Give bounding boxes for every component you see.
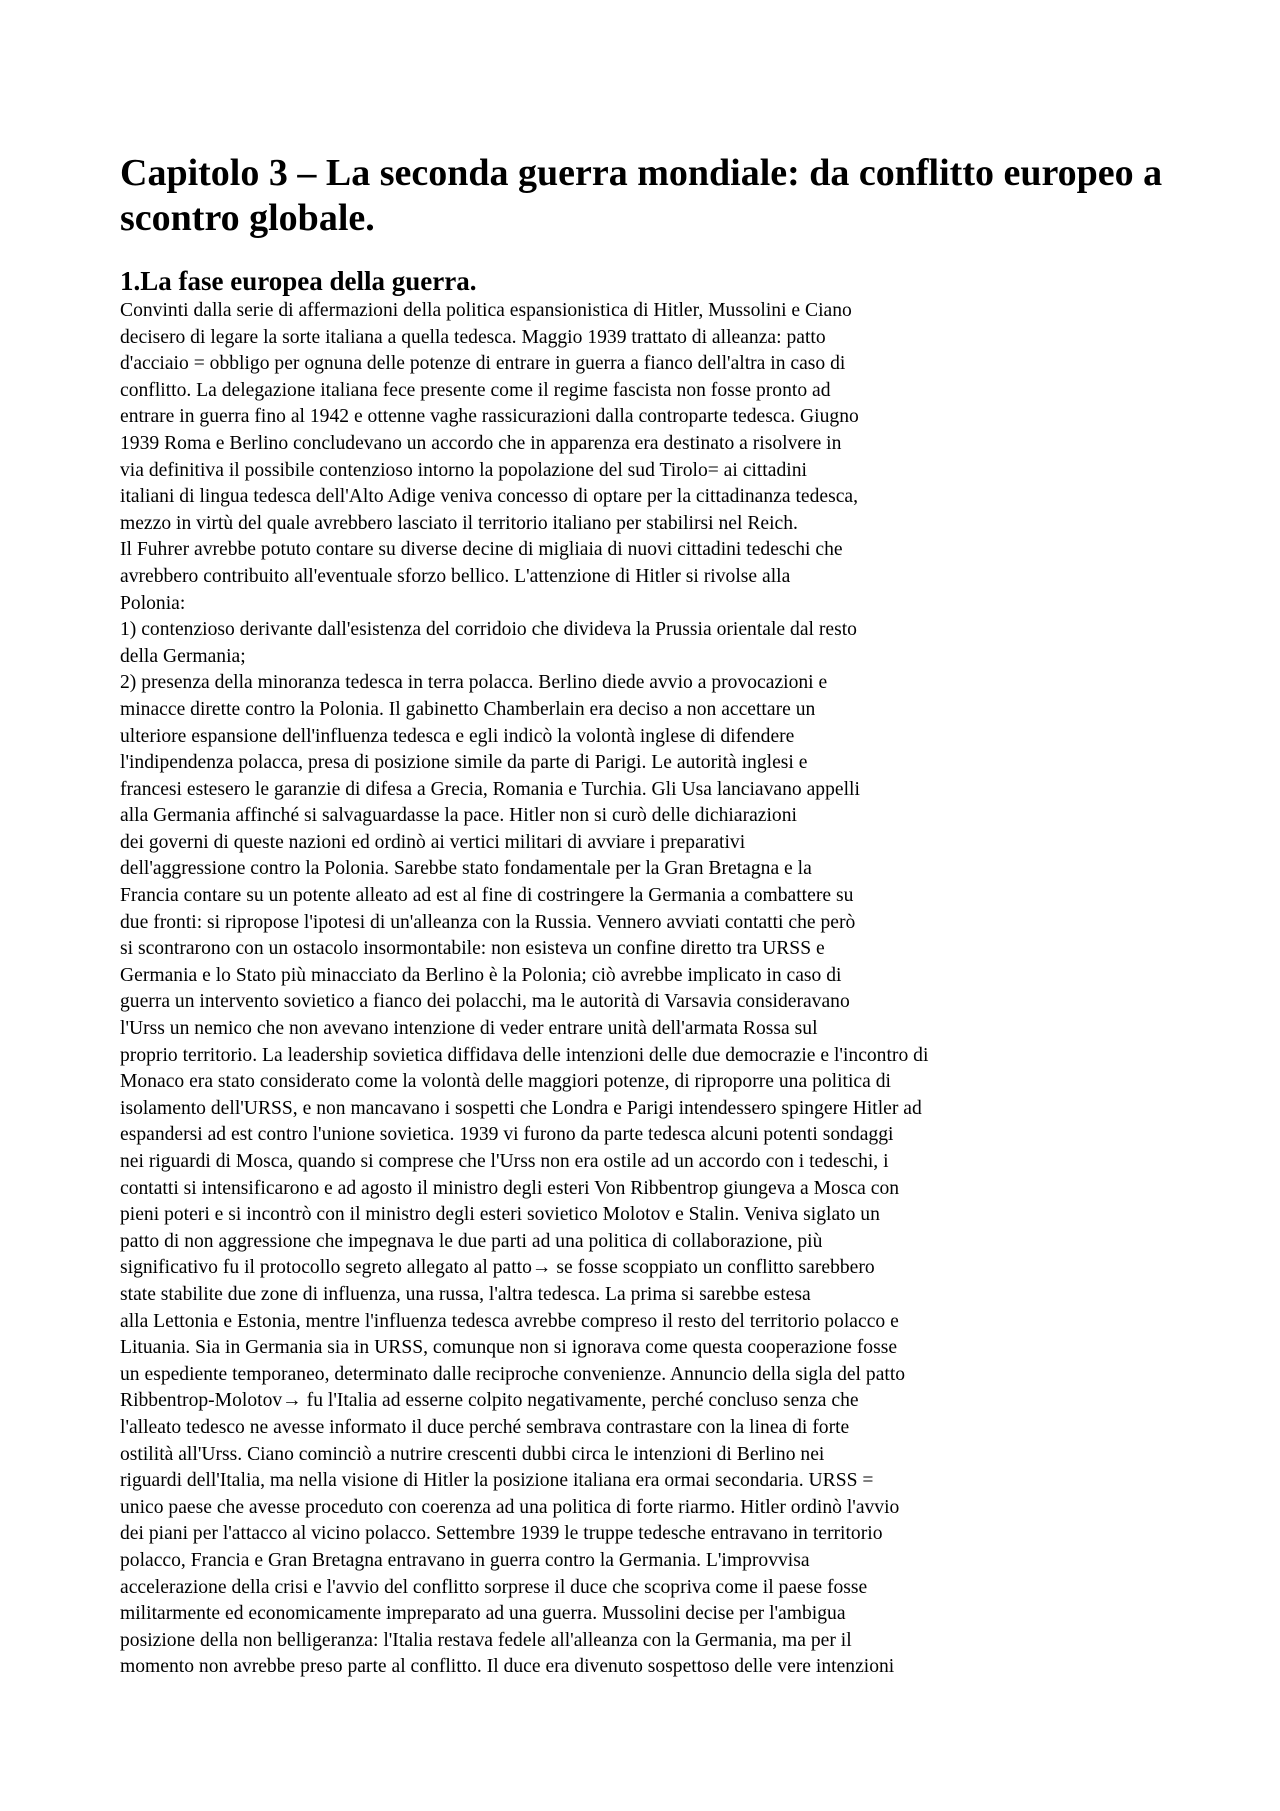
text-line: posizione della non belligeranza: l'Italia restava fedele all'alleanza con la Germania, ma per il (120, 1629, 852, 1651)
text-line: avrebbero contribuito all'eventuale sforzo bellico. L'attenzione di Hitler si rivolse alla (120, 565, 791, 587)
text-line: alla Lettonia e Estonia, mentre l'influenza tedesca avrebbe compreso il resto del territorio polacco e (120, 1310, 899, 1332)
text-line: della Germania; (120, 645, 246, 667)
text-line: si scontrarono con un ostacolo insormontabile: non esisteva un confine diretto tra URSS e (120, 938, 825, 960)
text-line: accelerazione della crisi e l'avvio del conflitto sorprese il duce che scopriva come il paese fosse (120, 1576, 868, 1598)
text-line: Lituania. Sia in Germania sia in URSS, comunque non si ignorava come questa cooperazione fosse (120, 1337, 898, 1359)
text-line: significativo fu il protocollo segreto allegato al patto→ se fosse scoppiato un conflitto sarebbero (120, 1257, 875, 1279)
chapter-title: Capitolo 3 – La seconda guerra mondiale: da conflitto europeo a scontro globale. (120, 152, 1163, 239)
text-line: contatti si intensificarono e ad agosto il ministro degli esteri Von Ribbentrop giungeva a Mosca con (120, 1177, 900, 1199)
text-line: francesi estesero le garanzie di difesa a Grecia, Romania e Turchia. Gli Usa lanciavano appelli (120, 778, 860, 800)
text-line: espandersi ad est contro l'unione sovietica. 1939 vi furono da parte tedesca alcuni potenti sondaggi (120, 1124, 894, 1146)
text-line: Polonia: (120, 592, 186, 614)
section-heading: 1.La fase europea della guerra. (120, 266, 477, 296)
text-line: entrare in guerra fino al 1942 e ottenne vaghe rassicurazioni dalla controparte tedesca. Giugno (120, 406, 859, 428)
text-line: mezzo in virtù del quale avrebbero lasciato il territorio italiano per stabilirsi nel Reich. (120, 512, 798, 534)
text-line: conflitto. La delegazione italiana fece presente come il regime fascista non fosse pronto ad (120, 379, 831, 401)
text-line: d'acciaio = obbligo per ognuna delle potenze di entrare in guerra a fianco dell'altra in caso di (120, 353, 846, 375)
text-line: ostilità all'Urss. Ciano cominciò a nutrire crescenti dubbi circa le intenzioni di Berlino nei (120, 1443, 825, 1465)
text-line: 1) contenzioso derivante dall'esistenza del corridoio che divideva la Prussia orientale dal resto (120, 619, 857, 641)
text-line: 2) presenza della minoranza tedesca in terra polacca. Berlino diede avvio a provocazioni e (120, 672, 828, 694)
text-line: unico paese che avesse proceduto con coerenza ad una politica di forte riarmo. Hitler ordinò l'avvio (120, 1496, 900, 1518)
text-line: Monaco era stato considerato come la volontà delle maggiori potenze, di riproporre una politica di (120, 1071, 891, 1093)
text-line: nei riguardi di Mosca, quando si comprese che l'Urss non era ostile ad un accordo con i tedeschi, i (120, 1151, 889, 1172)
text-line: l'indipendenza polacca, presa di posizione simile da parte di Parigi. Le autorità inglesi e (120, 752, 808, 774)
text-line: militarmente ed economicamente impreparato ad una guerra. Mussolini decise per l'ambigua (120, 1603, 846, 1625)
text-line: via definitiva il possibile contenzioso intorno la popolazione del sud Tirolo= ai cittadini (120, 459, 807, 481)
text-line: Convinti dalla serie di affermazioni della politica espansionistica di Hitler, Mussolini e Ciano (120, 300, 852, 321)
text-line: Ribbentrop-Molotov→ fu l'Italia ad esserne colpito negativamente, perché concluso senza che (120, 1390, 859, 1412)
text-line: due fronti: si ripropose l'ipotesi di un'alleanza con la Russia. Vennero avviati contatti che però (120, 911, 856, 933)
text-line: pieni poteri e si incontrò con il ministro degli esteri sovietico Molotov e Stalin. Veniva siglato un (120, 1204, 880, 1226)
body-text (120, 298, 1180, 1681)
text-line: guerra un intervento sovietico a fianco dei polacchi, ma le autorità di Varsavia consideravano (120, 991, 850, 1013)
text-line: patto di non aggressione che impegnava le due parti ad una politica di collaborazione, più (120, 1230, 823, 1252)
text-line: dei piani per l'attacco al vicino polacco. Settembre 1939 le truppe tedesche entravano in territorio (120, 1523, 883, 1545)
text-line: polacco, Francia e Gran Bretagna entravano in guerra contro la Germania. L'improvvisa (120, 1549, 810, 1571)
text-line: decisero di legare la sorte italiana a quella tedesca. Maggio 1939 trattato di alleanza: patto (120, 326, 826, 348)
text-line: l'alleato tedesco ne avesse informato il duce perché sembrava contrastare con la linea di forte (120, 1416, 850, 1438)
text-line: Germania e lo Stato più minacciato da Berlino è la Polonia; ciò avrebbe implicato in caso di (120, 964, 842, 986)
text-line: ulteriore espansione dell'influenza tedesca e egli indicò la volontà inglese di difendere (120, 725, 795, 747)
text-line: 1939 Roma e Berlino concludevano un accordo che in apparenza era destinato a risolvere in (120, 432, 842, 454)
text-line: riguardi dell'Italia, ma nella visione di Hitler la posizione italiana era ormai secondaria. URSS = (120, 1470, 874, 1492)
text-line: minacce dirette contro la Polonia. Il gabinetto Chamberlain era deciso a non accettare un (120, 698, 816, 720)
text-line: un espediente temporaneo, determinato dalle reciproche convenienze. Annuncio della sigla del patto (120, 1363, 906, 1385)
text-line: l'Urss un nemico che non avevano intenzione di veder entrare unità dell'armata Rossa sul (120, 1018, 818, 1040)
text-line: alla Germania affinché si salvaguardasse la pace. Hitler non si curò delle dichiarazioni (120, 805, 797, 827)
text-line: Il Fuhrer avrebbe potuto contare su diverse decine di migliaia di nuovi cittadini tedeschi che (120, 539, 843, 561)
text-line: dei governi di queste nazioni ed ordinò ai vertici militari di avviare i preparativi (120, 831, 746, 853)
text-line: momento non avrebbe preso parte al conflitto. Il duce era divenuto sospettoso delle vere intenzioni (120, 1656, 895, 1678)
text-line: isolamento dell'URSS, e non mancavano i sospetti che Londra e Parigi intendessero spingere Hitler ad (120, 1097, 922, 1119)
text-line: Francia contare su un potente alleato ad est al fine di costringere la Germania a combattere su (120, 885, 854, 907)
text-line: proprio territorio. La leadership sovietica diffidava delle intenzioni delle due democrazie e l'incontro di (120, 1044, 929, 1066)
text-line: state stabilite due zone di influenza, una russa, l'altra tedesca. La prima si sarebbe estesa (120, 1283, 811, 1305)
text-line: dell'aggressione contro la Polonia. Sarebbe stato fondamentale per la Gran Bretagna e la (120, 858, 812, 880)
text-line: italiani di lingua tedesca dell'Alto Adige veniva concesso di optare per la cittadinanza tedesca, (120, 486, 859, 508)
